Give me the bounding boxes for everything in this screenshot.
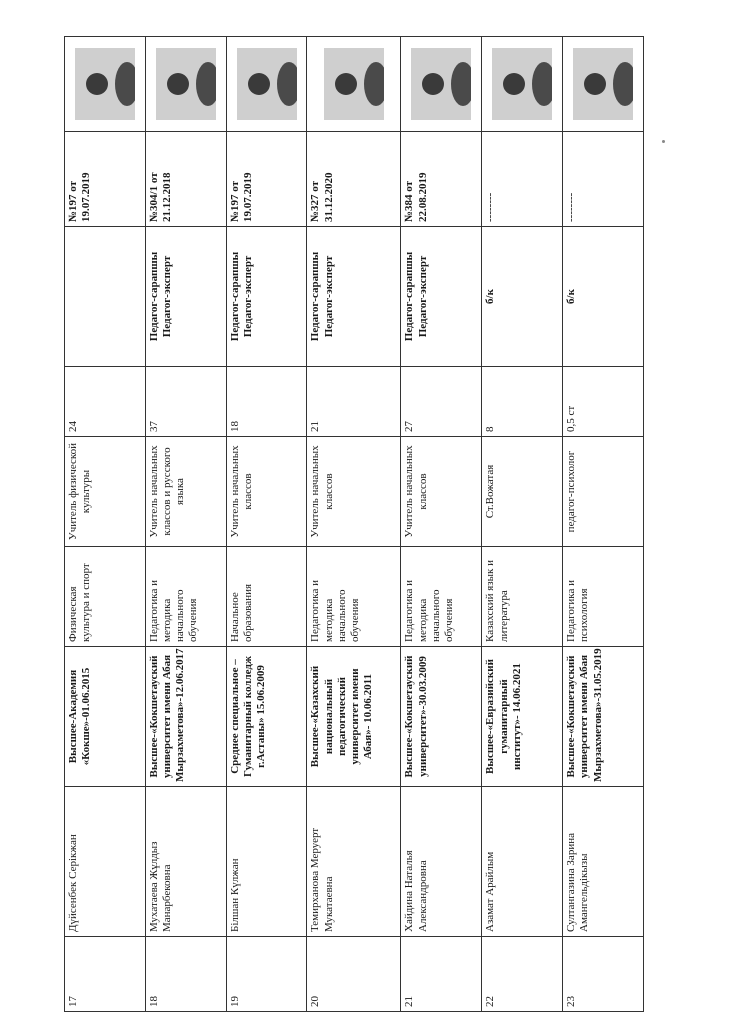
cell-spec: Педагогика и психология	[563, 547, 644, 647]
cell-spec: Педагогика и методика начального обучения	[145, 547, 226, 647]
cell-order	[65, 132, 146, 227]
table-row	[307, 37, 401, 1012]
cell-num: 23	[563, 937, 644, 1012]
cell-name: Хайдина Наталья Александровна	[401, 787, 482, 937]
table-body	[65, 37, 644, 1012]
cell-pos: Учитель начальных классов	[226, 437, 307, 547]
cell-cat: б/к	[482, 227, 563, 367]
cell-edu: Среднее специальное – Гуманитарный колледж г.Астаны» 15.06.2009	[226, 647, 307, 787]
cell-pos: Учитель начальных классов и русского языка	[145, 437, 226, 547]
table-row	[145, 37, 226, 1012]
cell-cat: Педагог-сарапшы Педагог-эксперт	[307, 227, 401, 367]
cell-name: Азамат Арайлым	[482, 787, 563, 937]
rotated-table-wrapper	[64, 37, 644, 1012]
portrait-photo	[226, 37, 307, 132]
cell-pos: педагог-психолог	[563, 437, 644, 547]
cell-pos: Ст.Вожатая	[482, 437, 563, 547]
cell-name: Білшан Күлжан	[226, 787, 307, 937]
table-row	[401, 37, 482, 1012]
cell-order	[145, 132, 226, 227]
portrait-photo	[307, 37, 401, 132]
order-number: №384 от 22.08.2019	[403, 172, 429, 222]
cell-name: Дүйсенбек Серікжан	[65, 787, 146, 937]
portrait-photo	[563, 37, 644, 132]
cell-edu: Высшее-Академия «Кокше»-01.06.2015	[65, 647, 146, 787]
cell-num: 20	[307, 937, 401, 1012]
portrait-photo	[482, 37, 563, 132]
table-row	[226, 37, 307, 1012]
cell-spec: Начальное образования	[226, 547, 307, 647]
cell-cat: Педагог-сарапшы Педагог-эксперт	[145, 227, 226, 367]
cell-pos: Учитель физической культуры	[65, 437, 146, 547]
scan-speck	[662, 140, 665, 143]
cell-exp: 27	[401, 367, 482, 437]
cell-num: 19	[226, 937, 307, 1012]
cell-spec: Педагогика и методика начального обучения	[401, 547, 482, 647]
cell-order	[226, 132, 307, 227]
portrait-photo	[145, 37, 226, 132]
cell-edu: Высшее-«Кокшетауский университет имени Абая Мырзахметова»-12.06.2017	[145, 647, 226, 787]
order-number: №327 от 31.12.2020	[309, 172, 335, 222]
cell-num: 17	[65, 937, 146, 1012]
cell-spec: Педагогика и методика начального обучения	[307, 547, 401, 647]
cell-name: Султангазина Зарина Амангельдікызы	[563, 787, 644, 937]
order-number: №304/1 от 21.12.2018	[147, 172, 174, 222]
cell-order: --------	[563, 132, 644, 227]
cell-exp: 37	[145, 367, 226, 437]
cell-exp: 18	[226, 367, 307, 437]
cell-name: Мухатаева Жұлдыз Манарбековна	[145, 787, 226, 937]
cell-edu: Высшее-«Казахский национальный педагогический университет имени Абая»- 10.06.2011	[307, 647, 401, 787]
cell-num: 21	[401, 937, 482, 1012]
portrait-photo	[401, 37, 482, 132]
portrait-photo	[65, 37, 146, 132]
cell-pos: Учитель начальных классов	[307, 437, 401, 547]
cell-exp: 24	[65, 367, 146, 437]
cell-pos: Учитель начальных классов	[401, 437, 482, 547]
cell-cat	[65, 227, 146, 367]
cell-spec: Казахский язык и литература	[482, 547, 563, 647]
cell-cat: Педагог-сарапшы Педагог-эксперт	[401, 227, 482, 367]
cell-edu: Высшее-«Кокшетауский университет имени Абая Мырзахметова»-31.05.2019	[563, 647, 644, 787]
cell-edu: Высшее-«Евразийский гуманитарный институт»- 14.06.2021	[482, 647, 563, 787]
cell-edu: Высшее-«Кокшетауский университет»-30.03.2009	[401, 647, 482, 787]
order-number: №197 от 19.07.2019	[67, 172, 93, 222]
cell-name: Темирханова Меруерт Мукатаевна	[307, 787, 401, 937]
table-row	[563, 37, 644, 1012]
table-row	[65, 37, 146, 1012]
cell-exp: 21	[307, 367, 401, 437]
cell-order	[307, 132, 401, 227]
cell-order: --------	[482, 132, 563, 227]
cell-num: 22	[482, 937, 563, 1012]
cell-spec: Физическая культура и спорт	[65, 547, 146, 647]
cell-num: 18	[145, 937, 226, 1012]
table-row	[482, 37, 563, 1012]
cell-cat: Педагог-сарапшы Педагог-эксперт	[226, 227, 307, 367]
cell-order	[401, 132, 482, 227]
staff-table	[64, 36, 644, 1012]
cell-exp: 0,5 ст	[563, 367, 644, 437]
order-number: №197 от 19.07.2019	[228, 172, 254, 222]
cell-cat: б/к	[563, 227, 644, 367]
cell-exp: 8	[482, 367, 563, 437]
